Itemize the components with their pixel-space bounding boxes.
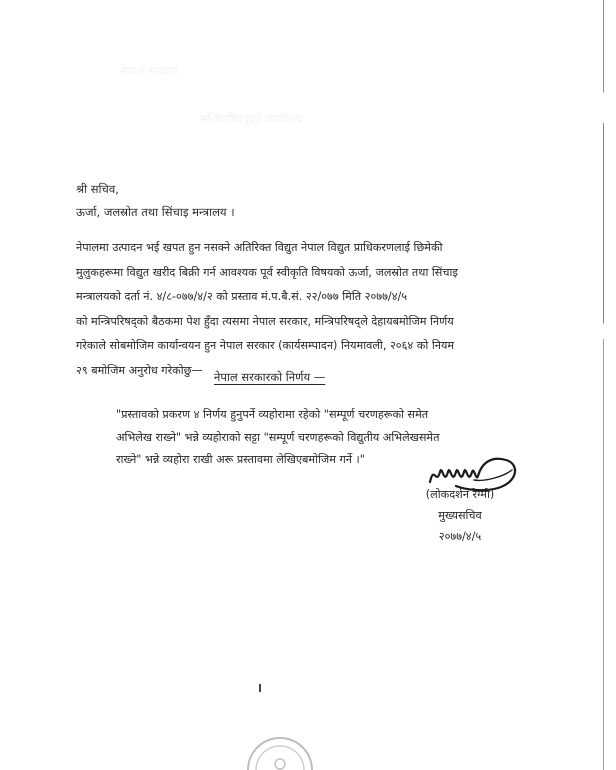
quote-line: अभिलेख राख्ने" भन्ने व्यहोराको सट्टा "सम्पूर्ण चरणहरूको विद्युतीय अभिलेखसमेत: [116, 430, 440, 444]
scan-mark: [259, 684, 261, 692]
paragraph-line: २९ बमोजिम अनुरोध गरेकोछु—: [76, 363, 203, 377]
paragraph-line: गरेकाले सोबमोजिम कार्यान्वयन हुन नेपाल सरकार (कार्यसम्पादन) नियमावली, २०६४ को नियम: [76, 339, 455, 352]
signatory-block: [400, 484, 520, 547]
quote-line: "प्रस्तावको प्रकरण ४ निर्णय हुनुपर्ने व्यहोरामा रहेको "सम्पूर्ण चरणहरूको समेत: [116, 408, 429, 421]
signatory-title: मुख्यसचिव: [438, 509, 482, 522]
signature-date: २०७७/४/५: [438, 530, 482, 543]
signatory-name: (लोकदर्शन रेग्मी): [425, 488, 495, 501]
addressee-block: [76, 178, 235, 224]
addressee-line: ऊर्जा, जलस्रोत तथा सिंचाइ मन्त्रालय ।: [76, 205, 235, 219]
partial-seal-stamp: [240, 730, 320, 770]
paragraph-line: मन्त्रालयको दर्ता नं. ४/८-०७७/४/२ को प्रस्ताव मं.प.बै.सं. २२/०७७ मिति २०७७/४/५: [76, 290, 408, 303]
bleed-through-text: मन्त्रिपरिषद्‌को कार्यालय: [200, 112, 303, 126]
paragraph-line: नेपालमा उत्पादन भई खपत हुन नसक्ने अतिरिक्त विद्युत नेपाल विद्युत प्राधिकरणलाई छिमेकी: [76, 241, 443, 254]
paragraph-line: को मन्त्रिपरिषद्‌को बैठकमा पेश हुँदा त्यसमा नेपाल सरकार, मन्त्रिपरिषद्‌ले देहायबमोजिम निर्णय: [76, 314, 454, 328]
scan-edge-line: [603, 0, 604, 770]
body-paragraph: [76, 236, 606, 383]
decision-heading: नेपाल सरकारको निर्णय —: [214, 370, 326, 384]
paragraph-line: मुलुकहरूमा विद्युत खरीद बिक्री गर्न आवश्यक पूर्व स्वीकृति विषयको ऊर्जा, जलस्रोत तथा सिंचाइ: [76, 265, 458, 279]
bleed-through-text: नेपाल सरकार: [120, 64, 179, 78]
addressee-line: श्री सचिव,: [76, 182, 119, 196]
quote-line: राख्ने" भन्ने व्यहोरा राखी अरू प्रस्तावमा लेखिएबमोजिम गर्ने ।": [116, 453, 365, 466]
